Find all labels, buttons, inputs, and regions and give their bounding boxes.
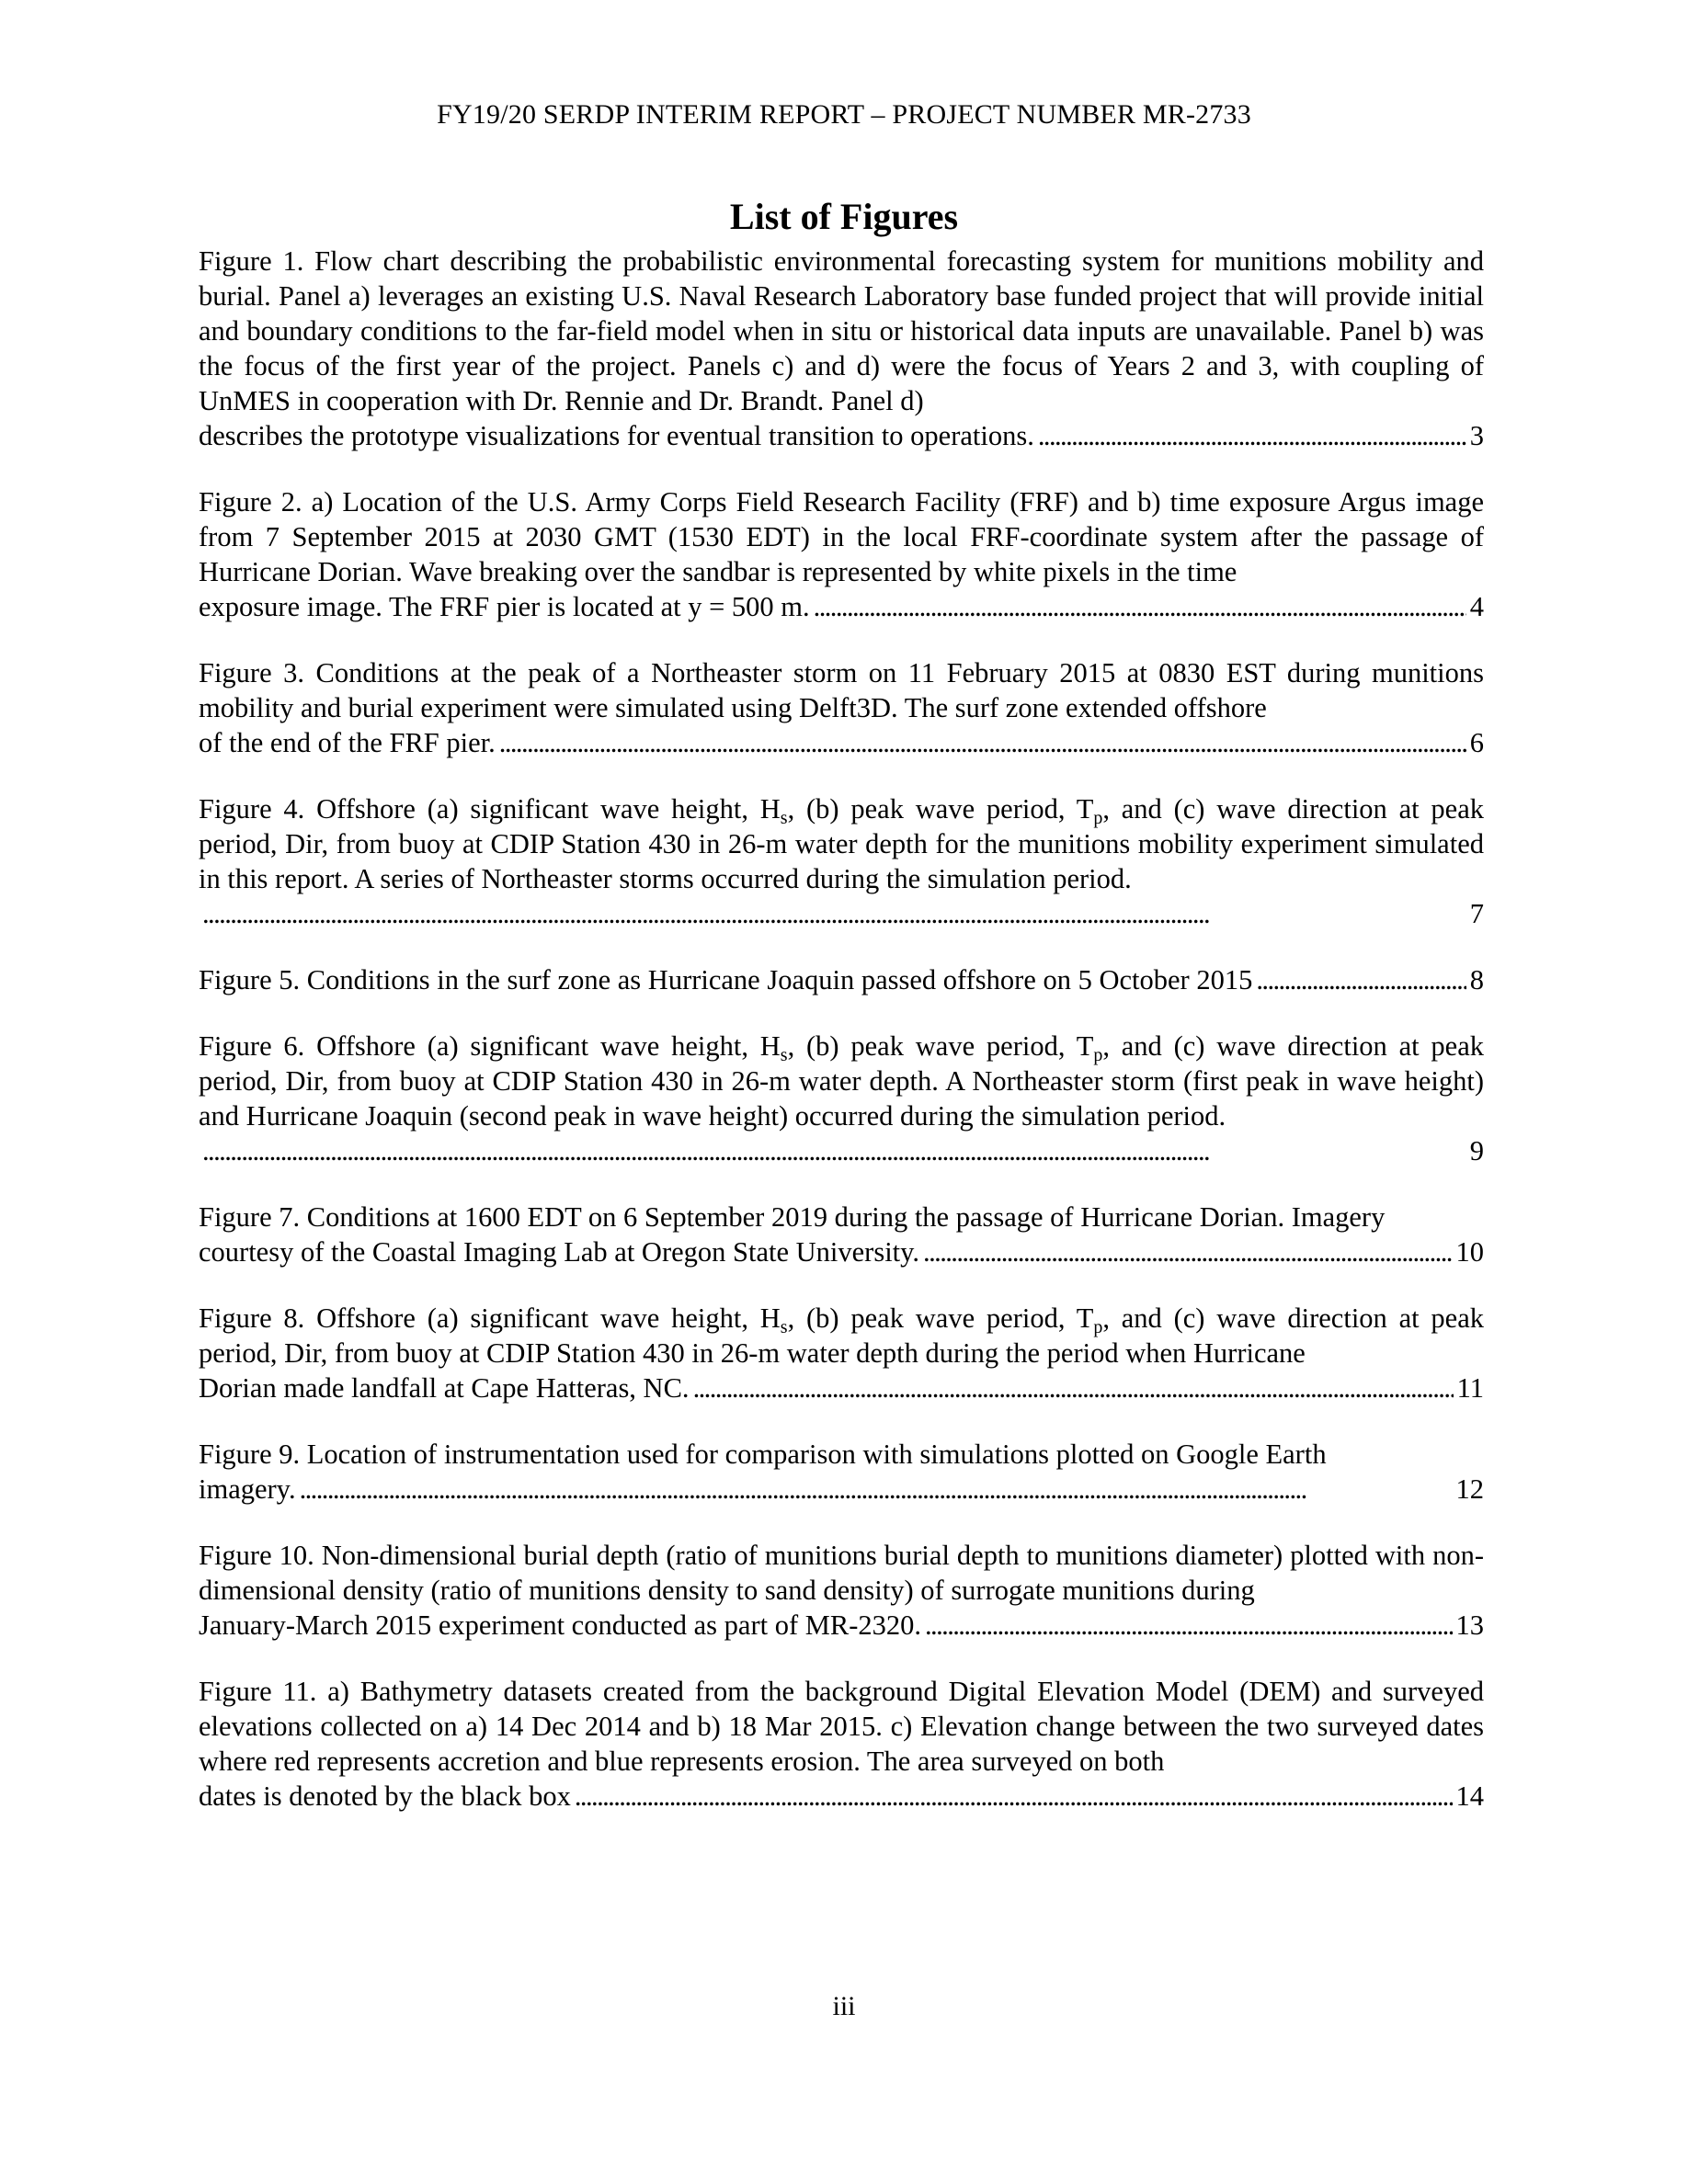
entry-text-end: exposure image. The FRF pier is located at y = 500 m. (199, 591, 810, 622)
dot-leader (1038, 418, 1466, 453)
entry-text: Figure 2. a) Location of the U.S. Army Corps Field Research Facility (FRF) and b) time exposure Argus image from 7 September 2015 at 2030 GMT (1530 EDT) in the local FRF-coordinate system after the passage of Hurricane Dorian. Wave breaking over the sandbar is represented by white pixels in the time (199, 486, 1484, 587)
entry-text: Figure 6. Offshore (a) significant wave height, $H_s$, (b) peak wave period, $T_p$, and (c) wave direction at peak period, Dir, from buoy at CDIP Station 430 in 26-m water depth. A Northeaster storm (first peak in wave height) and Hurricane Joaquin (second peak in wave height) occurred during the simulation period. (199, 1030, 1484, 1132)
page-number: 13 (1455, 1610, 1484, 1641)
figure-entry-9[interactable] (199, 1437, 1484, 1507)
figure-entry-8[interactable] (199, 1301, 1484, 1405)
page-number: 4 (1469, 591, 1484, 622)
entry-text: Figure 7. Conditions at 1600 EDT on 6 September 2019 during the passage of Hurricane Dorian. Imagery (199, 1201, 1386, 1233)
entry-text: Figure 9. Location of instrumentation used for comparison with simulations plotted on Google Earth (199, 1439, 1327, 1470)
entry-text-end: courtesy of the Coastal Imaging Lab at Oregon State University. (199, 1236, 920, 1268)
entry-text: Figure 11. a) Bathymetry datasets created from the background Digital Elevation Model (DEM) and surveyed elevations collected on a) 14 Dec 2014 and b) 18 Mar 2015. c) Elevation change between the two surveyed dates where red represents accretion and blue represents erosion. The area surveyed on both (199, 1676, 1484, 1777)
page-number: 10 (1455, 1236, 1484, 1268)
page-number: 11 (1456, 1372, 1484, 1404)
figure-entry-6[interactable] (199, 1029, 1484, 1168)
page-number-footer: iii (832, 1991, 856, 2021)
dot-leader (202, 896, 1466, 931)
entry-text-end: January-March 2015 experiment conducted as part of MR-2320. (199, 1610, 921, 1641)
entry-text-end: Figure 5. Conditions in the surf zone as Hurricane Joaquin passed offshore on 5 October 2015 (199, 964, 1253, 995)
entry-text-end: Dorian made landfall at Cape Hatteras, NC. (199, 1372, 690, 1404)
entry-text-end: dates is denoted by the black box (199, 1780, 571, 1812)
page-number: 7 (1469, 898, 1484, 929)
figure-entry-4[interactable] (199, 791, 1484, 931)
figure-entry-11[interactable] (199, 1674, 1484, 1814)
figure-entry-1[interactable] (199, 244, 1484, 453)
page-number: 9 (1469, 1135, 1484, 1166)
running-header: FY19/20 SERDP INTERIM REPORT – PROJECT NUMBER MR-2733 (437, 99, 1251, 130)
page-number: 3 (1469, 420, 1484, 451)
entry-text: Figure 3. Conditions at the peak of a Northeaster storm on 11 February 2015 at 0830 EST during munitions mobility and burial experiment were simulated using Delft3D. The surf zone extended offshore (199, 657, 1484, 723)
figure-entry-3[interactable] (199, 655, 1484, 760)
dot-leader (202, 1133, 1466, 1168)
dot-leader (575, 1779, 1453, 1814)
entry-text: Figure 4. Offshore (a) significant wave height, $H_s$, (b) peak wave period, $T_p$, and (c) wave direction at peak period, Dir, from buoy at CDIP Station 430 in 26-m water depth for the munitions mobility experiment simulated in this report. A series of Northeaster storms occurred during the simulation period. (199, 793, 1484, 894)
entry-text: Figure 8. Offshore (a) significant wave height, $H_s$, (b) peak wave period, $T_p$, and (c) wave direction at peak period, Dir, from buoy at CDIP Station 430 in 26-m water depth during the period when Hurricane (199, 1302, 1484, 1369)
page-title: List of Figures (729, 196, 959, 237)
dot-leader (1256, 962, 1466, 997)
figure-entry-2[interactable] (199, 484, 1484, 624)
page-number: 12 (1455, 1473, 1484, 1505)
entry-text: Figure 1. Flow chart describing the probabilistic environmental forecasting system for munitions mobility and burial. Panel a) leverages an existing U.S. Naval Research Laboratory base funded project that will provide initial and boundary conditions to the far-field model when in situ or historical data inputs are unavailable. Panel b) was the focus of the first year of the project. Panels c) and d) were the focus of Years 2 and 3, with coupling of UnMES in cooperation with Dr. Rennie and Dr. Brandt. Panel d) (199, 245, 1484, 416)
dot-leader (499, 725, 1466, 760)
list-of-figures (199, 244, 1484, 1845)
dot-leader (693, 1371, 1454, 1405)
entry-text: Figure 10. Non-dimensional burial depth (ratio of munitions burial depth to munitions diameter) plotted with non-dimensional density (ratio of munitions density to sand density) of surrogate munitions during (199, 1540, 1484, 1606)
entry-text-end: of the end of the FRF pier. (199, 727, 496, 758)
dot-leader (814, 589, 1466, 624)
dot-leader (925, 1608, 1453, 1643)
page-number: 8 (1469, 964, 1484, 995)
dot-leader (923, 1234, 1452, 1269)
page-number: 6 (1469, 727, 1484, 758)
figure-entry-7[interactable] (199, 1200, 1484, 1269)
entry-text-end: imagery. (199, 1473, 296, 1505)
page-number: 14 (1455, 1780, 1484, 1812)
dot-leader (300, 1472, 1453, 1507)
figure-entry-5[interactable] (199, 962, 1484, 997)
entry-text-end: describes the prototype visualizations for eventual transition to operations. (199, 420, 1034, 451)
figure-entry-10[interactable] (199, 1538, 1484, 1643)
